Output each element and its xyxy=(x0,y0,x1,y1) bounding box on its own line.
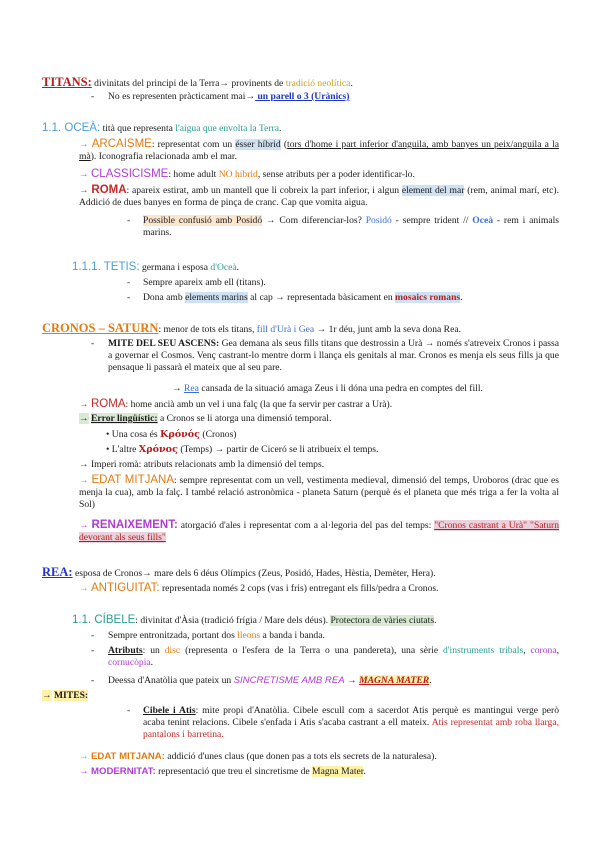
bullet-dash: - xyxy=(91,645,95,656)
cibele-bullet-3: Deessa d'Anatòlia que pateix un SINCRETISME AMB REA → MAGNA MATER. xyxy=(108,675,432,686)
cronos-roma-line: → ROMA: home ancià amb un vel i una falç (la que fa servir per castrar a Urà). xyxy=(79,398,393,410)
ocea-definition-line: 1.1. OCEÀ: tità que representa l'aigua que envolta la Terra. xyxy=(42,122,282,134)
arrow-icon: → xyxy=(79,583,89,594)
arrow-icon: → xyxy=(347,675,357,686)
ocea-confusion-bullet: Possible confusió amb Posidó → Com diferenciar-los? Posidó - sempre trident // Oceà - rem i animals marins. xyxy=(143,215,559,238)
bullet-dash: - xyxy=(91,630,95,641)
arrow-icon: → xyxy=(79,459,89,470)
cronos-rea-line: → Rea cansada de la situació amaga Zeus i li dóna una pedra en comptes del fill. xyxy=(172,383,483,394)
bullet-dot: • xyxy=(106,429,110,440)
classicisme-label: CLASSICISME xyxy=(91,168,169,180)
arrow-icon: → xyxy=(79,475,89,486)
ocea-arcaisme-paragraph: → ARCAISME: representat com un ésser híbrid (tors d'home i part inferior d'anguila, amb banyes un peix/anguila a la mà). Iconografia relacionada amb el mar. xyxy=(79,138,559,162)
atis-label: Cibele i Atis xyxy=(143,705,196,716)
tetis-heading: 1.1.1. TETIS: xyxy=(72,261,140,273)
cibele-bullet-1: Sempre entronitzada, portant dos lleons a banda i banda. xyxy=(108,630,325,641)
cronos-renaixement-paragraph: → RENAIXEMENT: atorgació d'ales i representat com a al·legoria del pas del temps: "Cronos castrant a Urà" "Saturn devorant als seus fills" xyxy=(79,519,560,543)
cibele-edat-mitjana-line: → EDAT MITJANA: addició d'unes claus (que donen pas a tots els secrets de la naturalesa). xyxy=(79,751,437,762)
cibele-mites-line xyxy=(42,690,88,702)
edat-mitjana-label: EDAT MITJANA: xyxy=(91,751,165,762)
cibele-heading: 1.1. CÍBELE xyxy=(72,614,136,626)
arrow-icon: → xyxy=(79,139,89,150)
bullet-dash: - xyxy=(127,215,131,226)
rea-antiguitat-line: → ANTIGUITAT: representada només 2 cops (vas i fris) entregant els fills/pedra a Cronos. xyxy=(79,582,439,594)
arrow-icon: → xyxy=(275,292,285,303)
arcaisme-label: ARCAISME xyxy=(91,138,152,150)
arrow-icon: → xyxy=(172,383,182,394)
mite-label: MITE DEL SEU ASCENS: xyxy=(108,338,220,349)
arrow-icon: → xyxy=(79,169,89,180)
bullet-dot: • xyxy=(106,444,110,455)
cronos-greek-2: • L'altre Χρόνος (Temps) → partir de Ciceró se li atribueix el temps. xyxy=(106,444,379,455)
tetis-bullet-1: Sempre apareix amb ell (titans). xyxy=(143,277,266,288)
cibele-bullet-2: Atributs: un disc (representa o l'esfera de la Terra o una pandereta), una sèrie d'instruments tribals, corona, cornucòpia. xyxy=(108,645,559,668)
titans-heading: TITANS: xyxy=(42,75,92,89)
arrow-icon: → xyxy=(219,78,229,89)
arrow-icon: → xyxy=(79,399,89,410)
roma-label: ROMA xyxy=(91,398,126,410)
arrow-icon: → xyxy=(79,413,89,424)
bullet-dash: - xyxy=(91,675,95,686)
modernitat-label: MODERNITAT: xyxy=(91,766,156,777)
arrow-icon: → xyxy=(316,324,327,335)
cronos-greek-1: • Una cosa és Κρόνός (Cronos) xyxy=(106,429,237,440)
cronos-edat-mitjana-paragraph: → EDAT MITJANA: sempre representat com un vell, vestimenta medieval, dimensió del temps, Uroboros (drac que es menja la cua), amb la falç. I també relació astronòmica - planeta Saturn (perquè és el planeta que més triga a fer la volta al Sol) xyxy=(79,474,559,510)
cronos-mite-paragraph: MITE DEL SEU ASCENS: Gea demana als seus fills titans que destrossin a Urà → només s'atreveix Cronos i passa a governar el Cosmos. Venç castrant-lo mentre dorm i llança els genitals al mar. Cronos es menja els seus fills ja que pensaque li passarà el mateix que al seu pare. xyxy=(108,338,559,373)
cronos-heading: CRONOS – SATURN xyxy=(42,321,159,335)
cibele-definition-line: 1.1. CÍBELE: divinitat d'Àsia (tradició frígia / Mare dels déus). Protectora de vàries ciutats. xyxy=(72,614,437,626)
bullet-dash: - xyxy=(127,277,131,288)
mites-label: MITES: xyxy=(54,690,89,701)
cronos-imperi-line: → Imperi romà: atributs relacionats amb la dimensió del temps. xyxy=(79,459,325,470)
bullet-dash: - xyxy=(127,705,131,716)
arrow-icon: → xyxy=(42,690,52,701)
arrow-icon: → xyxy=(79,751,89,762)
ocea-heading: 1.1. OCEÀ: xyxy=(42,122,101,134)
ocea-classicisme-line: → CLASSICISME: home adult NO híbrid, sense atributs per a poder identificar-lo. xyxy=(79,168,415,180)
arrow-icon: → xyxy=(79,766,89,777)
cronos-error-line: → Error lingüístic: a Cronos se li atorga una dimensió temporal. xyxy=(79,413,332,424)
arrow-icon: → xyxy=(79,185,89,196)
cibele-modernitat-line: → MODERNITAT: representació que treu el sincretisme de Magna Mater. xyxy=(79,766,366,777)
arrow-icon: → xyxy=(265,215,276,226)
tetis-bullet-2: Dona amb elements marins al cap → representada bàsicament en mosaics romans. xyxy=(143,292,463,303)
arrow-icon: → xyxy=(245,91,256,102)
bullet-dash: - xyxy=(91,338,95,349)
titans-definition-line: TITANS: divinitats del principi de la Terra→ provinents de tradició neolítica. xyxy=(42,75,353,89)
error-label: Error lingüístic: xyxy=(91,413,158,424)
cronos-definition-line: CRONOS – SATURN: menor de tots els titans, fill d'Urà i Gea → 1r déu, junt amb la seva dona Rea. xyxy=(42,321,461,335)
tetis-definition-line: 1.1.1. TETIS: germana i esposa d'Oceà. xyxy=(72,261,240,273)
cibele-atis-paragraph: Cibele i Atis: mite propi d'Anatòlia. Cibele escull com a sacerdot Atis perquè es mantingui verge però acaba tenint relacions. Cibele s'enfada i Atis s'acaba castrant a ell mateix. Atis representat amb roba llarga, pantalons i barretina. xyxy=(143,705,559,740)
ocea-roma-paragraph: → ROMA: apareix estirat, amb un mantell que li cobreix la part inferior, i algun element del mar (rem, animal marí, etc). Addició de dues banyes en forma de pinça de cranc. Cap que vomita aigua. xyxy=(79,184,559,208)
antiguitat-label: ANTIGUITAT: xyxy=(91,582,160,594)
arrow-icon: → xyxy=(79,520,89,531)
edat-mitjana-label: EDAT MITJANA xyxy=(91,474,174,486)
renaixement-label: RENAIXEMENT: xyxy=(91,519,178,531)
rea-definition-line: REA: esposa de Cronos→ mare dels 6 déus Olímpics (Zeus, Posidó, Hades, Hèstia, Demèter, Hera). xyxy=(42,565,436,579)
titans-bullet-1: No es representen pràcticament mai→ un parell o 3 (Urànics) xyxy=(108,91,350,102)
rea-heading: REA: xyxy=(42,565,73,579)
roma-label: ROMA xyxy=(91,184,127,196)
bullet-dash: - xyxy=(127,292,131,303)
atributs-label: Atributs xyxy=(108,645,143,656)
arrow-icon: → xyxy=(214,444,225,455)
arrow-icon: → xyxy=(142,568,152,579)
bullet-dash: - xyxy=(91,91,95,102)
